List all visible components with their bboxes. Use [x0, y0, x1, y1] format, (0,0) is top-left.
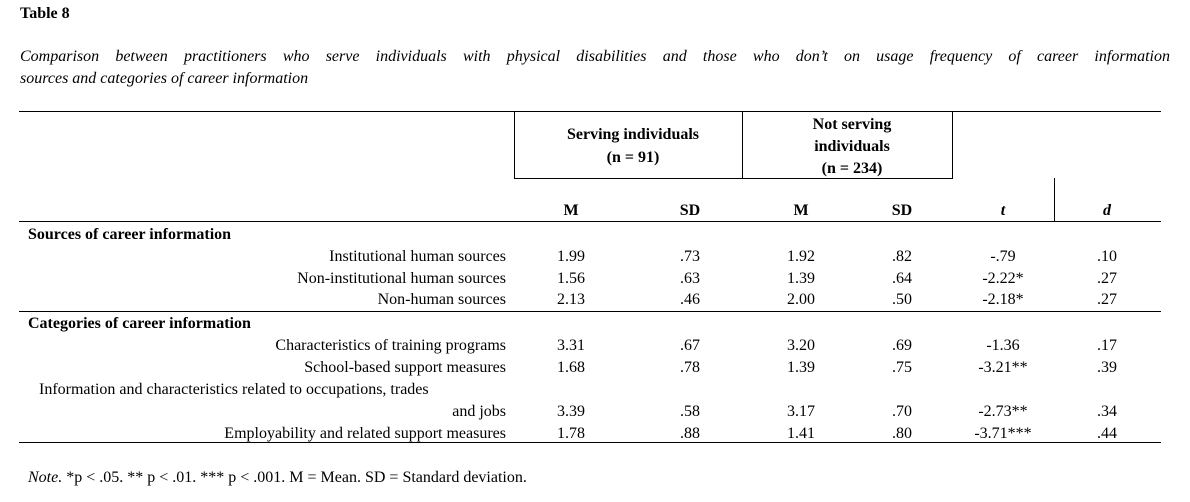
td-divider	[1054, 178, 1055, 221]
table-caption-line1: Comparison between practitioners who serve individuals with physical disabilities and those who don’t on usage frequency of career information	[20, 48, 1170, 65]
cell-m2: 3.17	[787, 403, 815, 420]
cell-m2: 1.41	[787, 425, 815, 442]
not-serving-header-line1: Not serving	[812, 116, 892, 133]
col-header-m1: M	[563, 202, 579, 219]
table-top-rule	[19, 111, 1161, 112]
cell-t: -2.73**	[978, 403, 1028, 420]
col-header-m2: M	[793, 202, 809, 219]
col-header-sd2: SD	[891, 202, 913, 219]
cell-d: .27	[1097, 291, 1117, 308]
cell-d: .39	[1097, 359, 1117, 376]
cell-m1: 1.68	[557, 359, 585, 376]
cell-m1: 1.56	[557, 270, 585, 287]
cell-m1: 3.39	[557, 403, 585, 420]
cell-sd2: .75	[892, 359, 912, 376]
row-label: Non-human sources	[377, 291, 506, 308]
cell-sd2: .80	[892, 425, 912, 442]
cell-d: .17	[1097, 337, 1117, 354]
col-header-sd1: SD	[679, 202, 701, 219]
not-serving-header-line2: individuals	[814, 138, 890, 155]
serving-header-line1: Serving individuals	[566, 126, 700, 143]
cell-sd1: .88	[680, 425, 700, 442]
cell-sd2: .70	[892, 403, 912, 420]
cell-m2: 3.20	[787, 337, 815, 354]
row-label: Characteristics of training programs	[275, 337, 506, 354]
cell-m2: 2.00	[787, 291, 815, 308]
cell-t: -2.18*	[982, 291, 1024, 308]
cell-t: -2.22*	[982, 270, 1024, 287]
row-label: Institutional human sources	[329, 248, 506, 265]
cell-m2: 1.39	[787, 359, 815, 376]
cell-d: .34	[1097, 403, 1117, 420]
col-header-d: d	[1103, 202, 1111, 219]
header-bottom-rule	[19, 221, 1161, 222]
section-title-categories: Categories of career information	[28, 315, 251, 332]
section-title-sources: Sources of career information	[28, 226, 232, 243]
row-label: School-based support measures	[304, 359, 506, 376]
cell-d: .44	[1097, 425, 1117, 442]
cell-t: -.79	[990, 248, 1016, 265]
cell-d: .27	[1097, 270, 1117, 287]
row-label: Non-institutional human sources	[297, 270, 506, 287]
cell-sd2: .64	[892, 270, 912, 287]
note-text: *p < .05. ** p < .01. *** p < .001. M = Mean. SD = Standard deviation.	[62, 469, 527, 486]
cell-m1: 1.78	[557, 425, 585, 442]
cell-d: .10	[1097, 248, 1117, 265]
cell-sd1: .46	[680, 291, 700, 308]
cell-sd1: .58	[680, 403, 700, 420]
cell-t: -1.36	[986, 337, 1020, 354]
row-label-line1: Information and characteristics related to occupations, trades	[39, 381, 429, 398]
note-label: Note.	[28, 469, 63, 486]
cell-sd1: .73	[680, 248, 700, 265]
cell-sd2: .50	[892, 291, 912, 308]
not-serving-header-line3: (n = 234)	[821, 160, 883, 177]
cell-sd1: .78	[680, 359, 700, 376]
table-label: Table 8	[20, 5, 70, 22]
cell-m2: 1.39	[787, 270, 815, 287]
cell-m2: 1.92	[787, 248, 815, 265]
table-caption-line2: sources and categories of career information	[20, 70, 309, 87]
cell-t: -3.21**	[978, 359, 1028, 376]
cell-sd2: .69	[892, 337, 912, 354]
col-header-t: t	[1000, 202, 1006, 219]
table-note	[28, 468, 527, 488]
cell-sd2: .82	[892, 248, 912, 265]
row-label: Employability and related support measures	[224, 425, 506, 442]
section-divider-rule	[19, 311, 1161, 312]
cell-m1: 1.99	[557, 248, 585, 265]
cell-m1: 2.13	[557, 291, 585, 308]
serving-header-line2: (n = 91)	[606, 149, 660, 166]
row-label: and jobs	[452, 403, 506, 420]
cell-m1: 3.31	[557, 337, 585, 354]
cell-sd1: .63	[680, 270, 700, 287]
cell-sd1: .67	[680, 337, 700, 354]
cell-t: -3.71***	[974, 425, 1032, 442]
